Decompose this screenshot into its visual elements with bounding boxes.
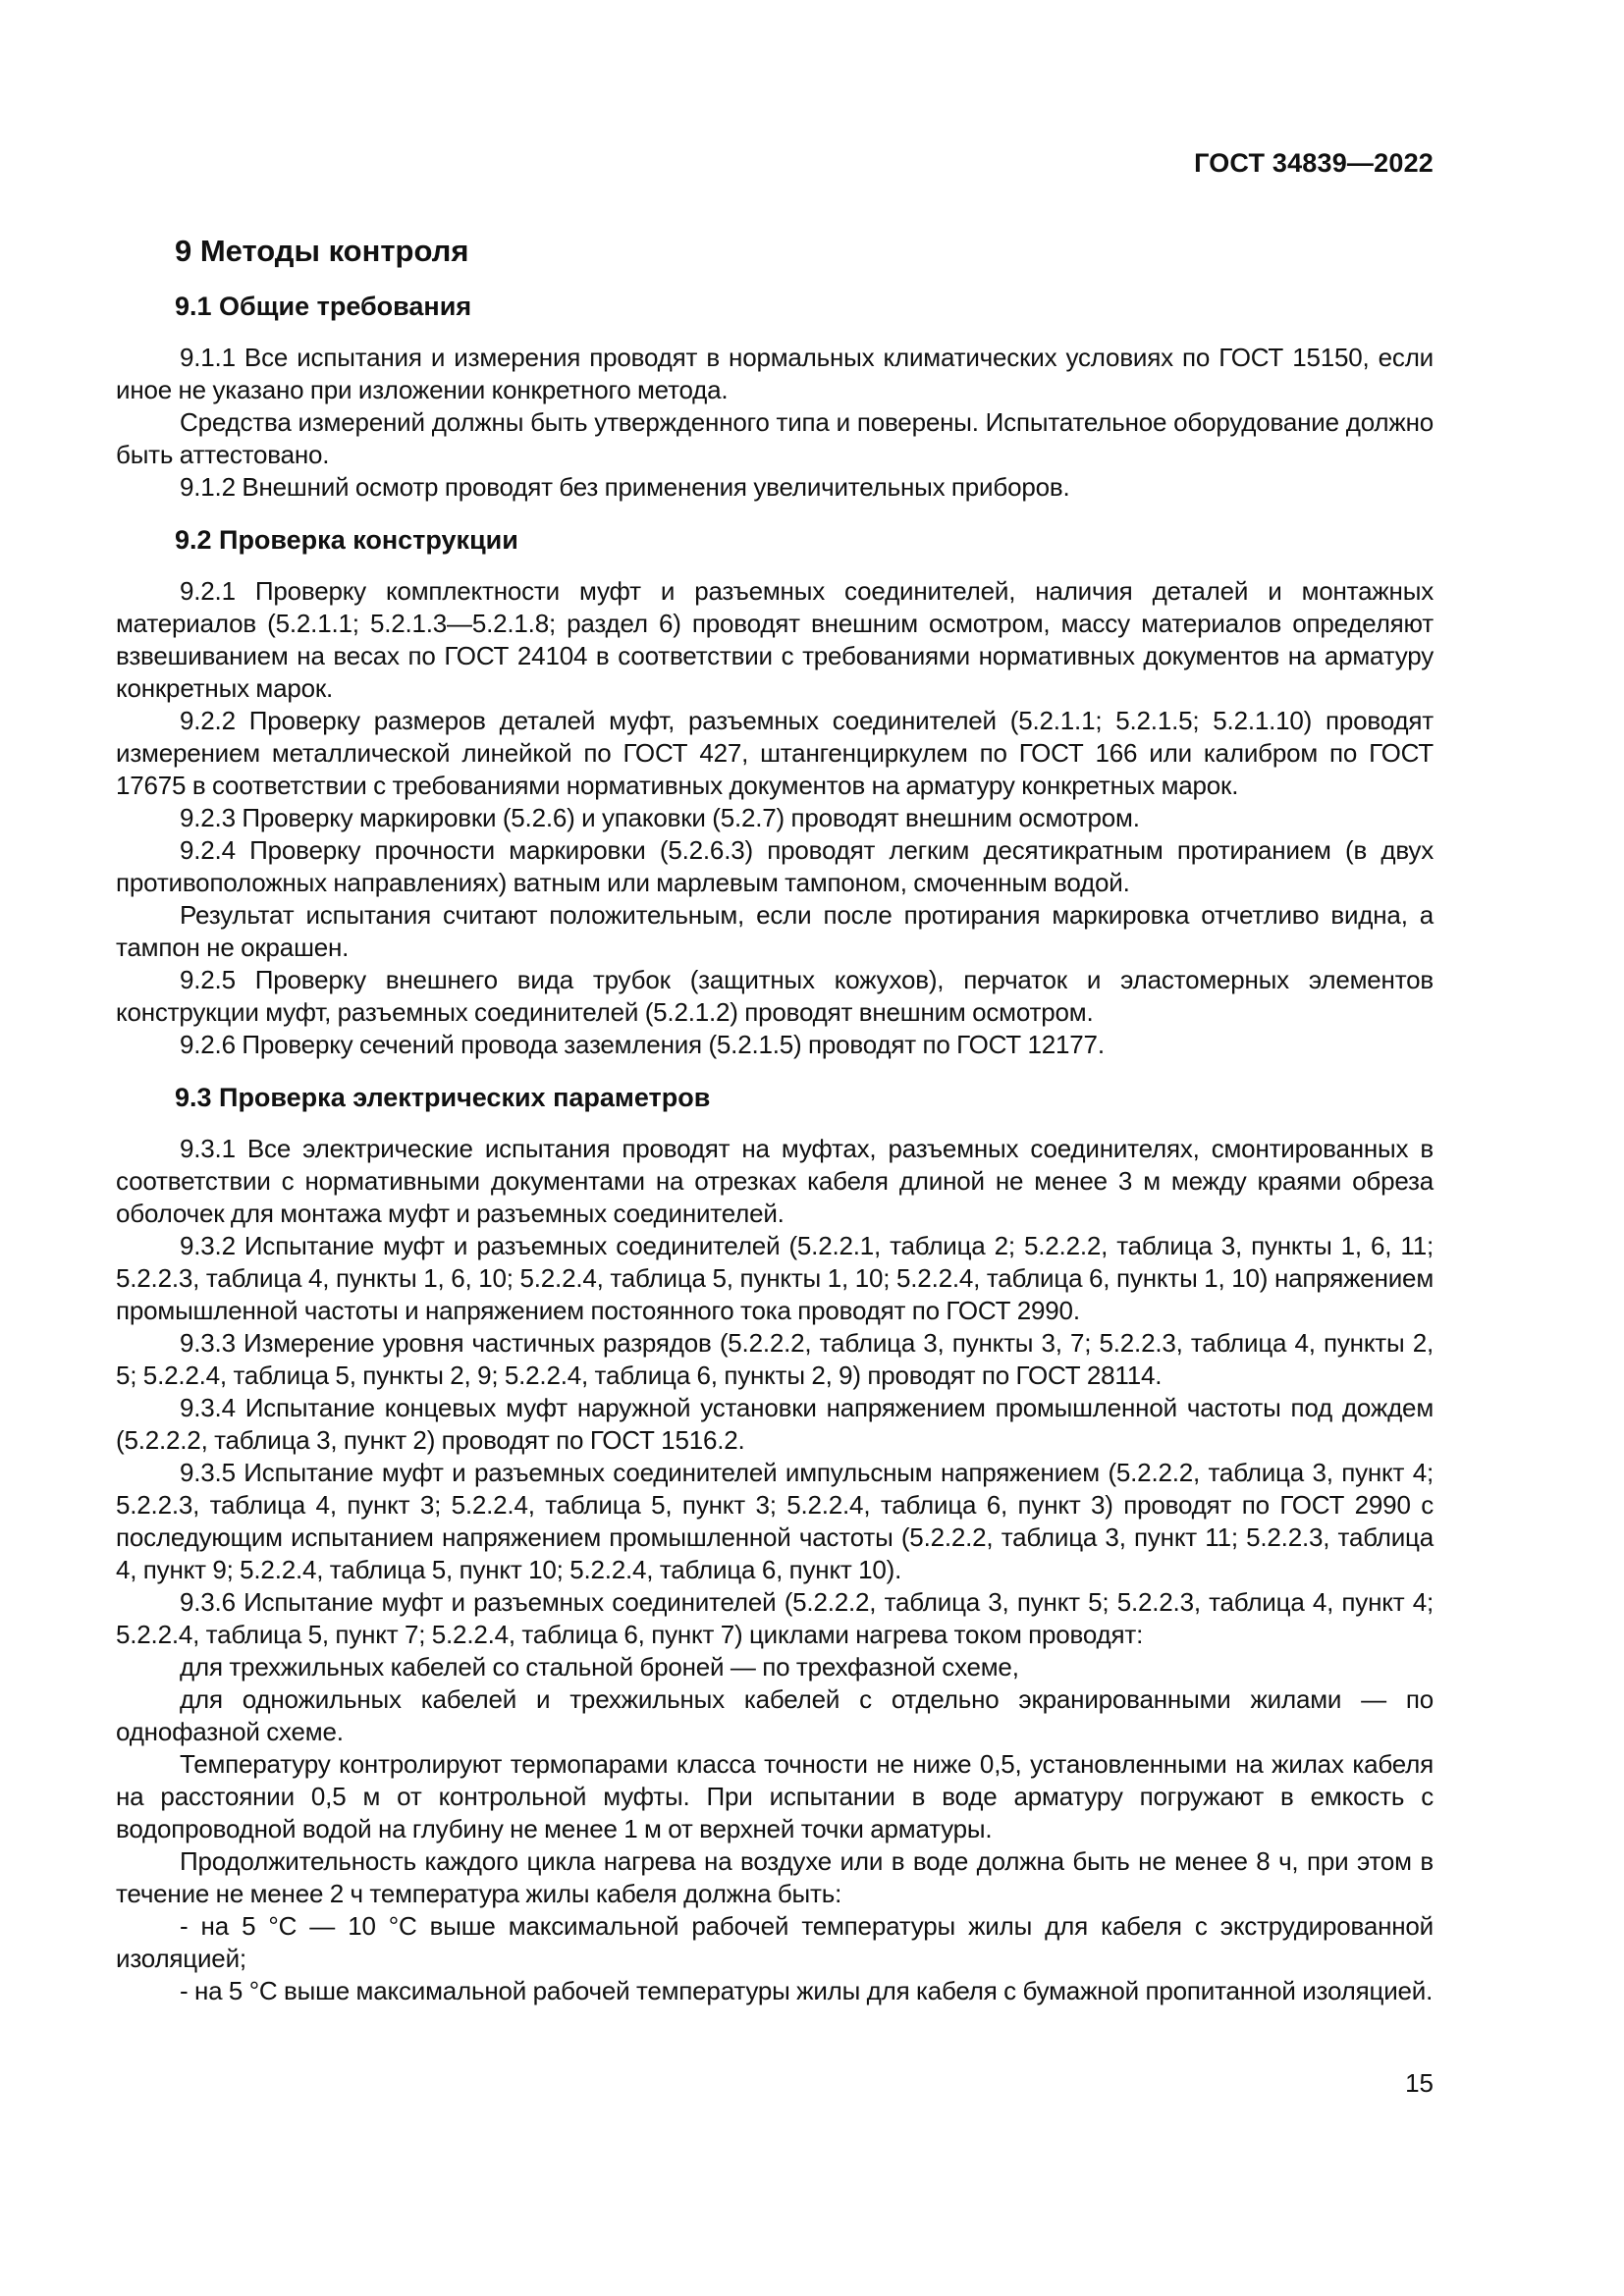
page-number: 15: [1405, 2068, 1434, 2098]
doc-code-header: ГОСТ 34839—2022: [1194, 148, 1434, 178]
paragraph-9-3-4: 9.3.4 Испытание концевых муфт наружной установки напряжением промышленной частоты под дождем (5.2.2.2, таблица 3, пункт 2) проводят по ГОСТ 1516.2.: [116, 1393, 1434, 1455]
list-item-extruded-insulation: - на 5 °С — 10 °С выше максимальной рабочей температуры жилы для кабеля с экструдированной изоляцией;: [116, 1911, 1434, 1973]
paragraph-9-3-2: 9.3.2 Испытание муфт и разъемных соединителей (5.2.2.1, таблица 2; 5.2.2.2, таблица 3, пункты 1, 6, 11; 5.2.2.3, таблица 4, пункты 1, 6, 10; 5.2.2.4, таблица 5, пункты 1, 10; 5.2.2.4, таблица 6, пункты 1, 10) напряжением промышленной частоты и напряжением постоянного тока проводят по ГОСТ 2990.: [116, 1231, 1434, 1325]
paragraph-9-3-5: 9.3.5 Испытание муфт и разъемных соединителей импульсным напряжением (5.2.2.2, таблица 3, пункт 4; 5.2.2.3, таблица 4, пункт 3; 5.2.2.4, таблица 5, пункт 3; 5.2.2.4, таблица 6, пункт 3) проводят по ГОСТ 2990 с последующим испытанием напряжением промышленной частоты (5.2.2.2, таблица 3, пункт 11; 5.2.2.3, таблица 4, пункт 9; 5.2.2.4, таблица 5, пункт 10; 5.2.2.4, таблица 6, пункт 10).: [116, 1458, 1434, 1584]
paragraph-9-2-4-result: Результат испытания считают положительным, если после протирания маркировка отчетливо видна, а тампон не окрашен.: [116, 900, 1434, 962]
paragraph-9-2-6: 9.2.6 Проверку сечений провода заземления (5.2.1.5) проводят по ГОСТ 12177.: [180, 1030, 1105, 1059]
subsection-title-9-2: 9.2 Проверка конструкции: [175, 525, 518, 555]
subsection-9-2: [116, 524, 1434, 1061]
paragraph-cycle-duration: Продолжительность каждого цикла нагрева на воздухе или в воде должна быть не менее 8 ч, при этом в течение не менее 2 ч температура жилы кабеля должна быть:: [116, 1846, 1434, 1908]
subsection-9-1: [116, 291, 1434, 504]
paragraph-temperature-control: Температуру контролируют термопарами класса точности не ниже 0,5, установленными на жилах кабеля на расстоянии 0,5 м от контрольной муфты. При испытании в воде арматуру погружают в емкость с водопроводной водой на глубину не менее 1 м от верхней точки арматуры.: [116, 1749, 1434, 1843]
paragraph-9-3-1: 9.3.1 Все электрические испытания проводят на муфтах, разъемных соединителях, смонтированных в соответствии с нормативными документами на отрезках кабеля длиной не менее 3 м между краями обреза оболочек для монтажа муфт и разъемных соединителей.: [116, 1134, 1434, 1228]
paragraph-9-1-1-cont: Средства измерений должны быть утвержденного типа и поверены. Испытательное оборудование должно быть аттестовано.: [116, 407, 1434, 469]
subsection-title-9-3: 9.3 Проверка электрических параметров: [175, 1083, 711, 1112]
paragraph-9-2-3: 9.2.3 Проверку маркировки (5.2.6) и упаковки (5.2.7) проводят внешним осмотром.: [180, 803, 1140, 832]
paragraph-9-2-5: 9.2.5 Проверку внешнего вида трубок (защитных кожухов), перчаток и эластомерных элементов конструкции муфт, разъемных соединителей (5.2.1.2) проводят внешним осмотром.: [116, 965, 1434, 1027]
paragraph-9-2-1: 9.2.1 Проверку комплектности муфт и разъемных соединителей, наличия деталей и монтажных материалов (5.2.1.1; 5.2.1.3—5.2.1.8; раздел 6) проводят внешним осмотром, массу материалов определяют взвешиванием на весах по ГОСТ 24104 в соответствии с требованиями нормативных документов на арматуру конкретных марок.: [116, 576, 1434, 703]
list-item-three-core-cables: для трехжильных кабелей со стальной броней — по трехфазной схеме,: [180, 1652, 1019, 1682]
paragraph-9-1-1: 9.1.1 Все испытания и измерения проводят в нормальных климатических условиях по ГОСТ 15150, если иное не указано при изложении конкретного метода.: [116, 343, 1434, 404]
paragraph-9-1-2: 9.1.2 Внешний осмотр проводят без применения увеличительных приборов.: [180, 472, 1070, 502]
paragraph-9-3-3: 9.3.3 Измерение уровня частичных разрядов (5.2.2.2, таблица 3, пункты 3, 7; 5.2.2.3, таблица 4, пункты 2, 5; 5.2.2.4, таблица 5, пункты 2, 9; 5.2.2.4, таблица 6, пункты 2, 9) проводят по ГОСТ 28114.: [116, 1328, 1434, 1390]
paragraph-9-3-6: 9.3.6 Испытание муфт и разъемных соединителей (5.2.2.2, таблица 3, пункт 5; 5.2.2.3, таблица 4, пункт 4; 5.2.2.4, таблица 5, пункт 7; 5.2.2.4, таблица 6, пункт 7) циклами нагрева током проводят:: [116, 1587, 1434, 1649]
section-title: 9 Методы контроля: [175, 234, 469, 268]
paragraph-9-2-2: 9.2.2 Проверку размеров деталей муфт, разъемных соединителей (5.2.1.1; 5.2.1.5; 5.2.1.10) проводят измерением металлической линейкой по ГОСТ 427, штангенциркулем по ГОСТ 166 или калибром по ГОСТ 17675 в соответствии с требованиями нормативных документов на арматуру конкретных марок.: [116, 706, 1434, 800]
list-item-paper-insulation: - на 5 °С выше максимальной рабочей температуры жилы для кабеля с бумажной пропитанной изоляцией.: [180, 1976, 1434, 2005]
subsection-9-3: [116, 1082, 1434, 2007]
list-item-single-core-cables: для одножильных кабелей и трехжильных кабелей с отдельно экранированными жилами — по однофазной схеме.: [116, 1684, 1434, 1746]
paragraph-9-2-4: 9.2.4 Проверку прочности маркировки (5.2.6.3) проводят легким десятикратным протиранием (в двух противоположных направлениях) ватным или марлевым тампоном, смоченным водой.: [116, 835, 1434, 897]
subsection-title-9-1: 9.1 Общие требования: [175, 292, 472, 321]
